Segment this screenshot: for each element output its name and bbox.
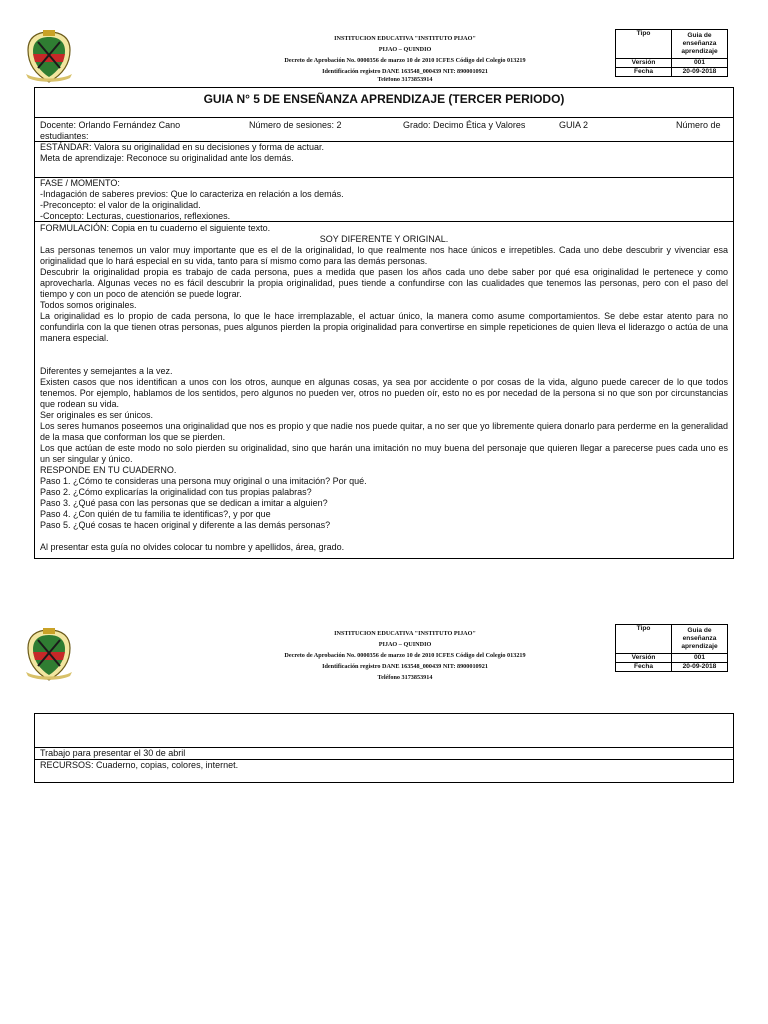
- students-label-b: estudiantes:: [40, 131, 89, 141]
- institution-info: [200, 628, 610, 683]
- reading-paragraph: La originalidad es lo propio de cada persona, lo que le hace irremplazable, el actuar único, la manera como asume comportamientos. Se debe estar atento para no confundirla con la que tienen otras personas, pues algunos pierden la propia originalidad para convertirse en simple repeticiones de quien lleva el liderazgo o actúa de una manera especial.: [40, 311, 728, 343]
- meta-fecha-value: 20-09-2018: [672, 68, 728, 77]
- formulation-section: [35, 223, 733, 559]
- meta-fecha-label: Fecha: [616, 663, 672, 672]
- phase-section: [35, 178, 733, 222]
- resources-row: RECURSOS: Cuaderno, copias, colores, internet.: [40, 760, 239, 770]
- closing-note: Al presentar esta guía no olvides colocar tu nombre y apellidos, área, grado.: [40, 542, 345, 552]
- phase-title: FASE / MOMENTO:: [40, 178, 120, 188]
- institution-name: INSTITUCION EDUCATIVA "INSTITUTO PIJAO": [334, 35, 476, 42]
- reading-paragraph: Descubrir la originalidad propia es trabajo de cada persona, pues a medida que pasen los años cada uno debe saber por qué esa originalidad le pertenece y como aprovecharla. Algunas veces no es fácil descubrir la propia originalidad, pues tiende a confundirse con las cualidades que tenemos las personas, pero con el paso del tiempo y con un poco de atención se puede lograr.: [40, 267, 728, 299]
- reading-paragraph: Los que actúan de este modo no solo pierden su originalidad, sino que harán una imitación no muy buena del personaje que quieren llegar a parecerse pues cada uno es un ser singular y único.: [40, 443, 728, 464]
- guide-number: GUIA 2: [559, 120, 589, 130]
- institution-name: INSTITUCION EDUCATIVA "INSTITUTO PIJAO": [334, 630, 476, 637]
- phase-item: -Indagación de saberes previos: Que lo caracteriza en relación a los demás.: [40, 189, 344, 199]
- institution-phone: Teléfono 3173853914: [377, 77, 433, 83]
- meta-fecha-value: 20-09-2018: [672, 663, 728, 672]
- reading-title: SOY DIFERENTE Y ORIGINAL.: [319, 234, 449, 244]
- reading-paragraph: Los seres humanos poseemos una originalidad que nos es propio y que nadie nos puede quitar, a no ser que yo libremente quiera donarlo para perderme en la generalidad de la masa que conforman los que se pierden.: [40, 421, 728, 442]
- school-crest-icon: [24, 626, 74, 682]
- grade-subject: Grado: Decimo Ética y Valores: [403, 120, 526, 130]
- dane-identification: Identificación registro DANE 163548_000439 NIT: 8900010921: [322, 663, 488, 670]
- teacher-name: Docente: Orlando Fernández Cano: [40, 120, 181, 130]
- guide-title: GUIA N° 5 DE ENSEÑANZA APRENDIZAJE (TERCER PERIODO): [35, 88, 733, 118]
- guide-info-row: [35, 120, 733, 142]
- phase-item: -Concepto: Lecturas, cuestionarios, reflexiones.: [40, 211, 231, 221]
- reading-subheading: Ser originales es ser únicos.: [40, 410, 154, 420]
- dane-identification: Identificación registro DANE 163548_000439 NIT: 8900010921: [322, 68, 488, 75]
- meta-tipo-value: Guia de enseñanza aprendizaje: [672, 30, 728, 59]
- approval-decree: Decreto de Aprobación No. 0000356 de marzo 10 de 2010 ICFES Código del Colegio 013219: [284, 57, 526, 64]
- meta-tipo-label: Tipo: [616, 30, 672, 59]
- meta-tipo-value: Guia de enseñanza aprendizaje: [672, 625, 728, 654]
- reading-subheading: Diferentes y semejantes a la vez.: [40, 366, 173, 376]
- respond-heading: RESPONDE EN TU CUADERNO.: [40, 465, 177, 475]
- standard-section: [35, 142, 733, 178]
- approval-decree: Decreto de Aprobación No. 0000356 de marzo 10 de 2010 ICFES Código del Colegio 013219: [284, 652, 526, 659]
- phase-item: -Preconcepto: el valor de la originalidad.: [40, 200, 201, 210]
- meta-tipo-label: Tipo: [616, 625, 672, 654]
- students-label-a: Número de: [676, 120, 721, 130]
- school-crest-icon: [24, 28, 74, 84]
- reading-paragraph: Las personas tenemos un valor muy importante que es el de la originalidad, lo que realmente nos hace únicos e irrepetibles. Cada uno debe descubrir y vivenciar esa originalidad que lo hará especial en su vida, tanto para sí mismo como para las demás personas.: [40, 245, 728, 266]
- meta-version-value: 001: [672, 59, 728, 68]
- resources-box: [34, 713, 734, 783]
- question-item: Paso 2. ¿Cómo explicarías la originalidad con tus propias palabras?: [40, 487, 312, 497]
- formulation-instruction: FORMULACIÓN: Copia en tu cuaderno el siguiente texto.: [40, 223, 271, 233]
- blank-cell: [35, 714, 733, 748]
- institution-location: PIJAO – QUINDIO: [378, 46, 432, 53]
- document-meta-table: [615, 624, 728, 672]
- meta-version-label: Versión: [616, 59, 672, 68]
- question-item: Paso 1. ¿Cómo te consideras una persona muy original o una imitación? Por qué.: [40, 476, 367, 486]
- document-meta-table: [615, 29, 728, 77]
- institution-phone: Teléfono 3173853914: [377, 674, 433, 681]
- learning-goal: Meta de aprendizaje: Reconoce su originalidad ante los demás.: [40, 153, 294, 163]
- institution-location: PIJAO – QUINDIO: [378, 641, 432, 648]
- guide-box: [34, 87, 734, 559]
- meta-version-value: 001: [672, 654, 728, 663]
- question-item: Paso 4. ¿Con quién de tu familia te identificas?, y por que: [40, 509, 271, 519]
- standard-text: ESTÁNDAR: Valora su originalidad en su decisiones y forma de actuar.: [40, 142, 324, 152]
- question-item: Paso 3. ¿Qué pasa con las personas que se dedican a imitar a alguien?: [40, 498, 328, 508]
- reading-paragraph: Existen casos que nos identifican a unos con los otros, aunque en algunas cosas, ya sea por accidente o por cosas de la vida, alguno puede carecer de lo que todos tenemos. Por ejemplo, hablamos de los sentidos, pero algunos no pueden ver, otros no pueden oír, esto no es por necedad de la persona si no que son por circunstancias que rodean su vida.: [40, 377, 728, 409]
- question-item: Paso 5. ¿Qué cosas te hacen original y diferente a las demás personas?: [40, 520, 331, 530]
- reading-subheading: Todos somos originales.: [40, 300, 137, 310]
- sessions-count: Número de sesiones: 2: [249, 120, 342, 130]
- page-header-second: [0, 596, 768, 681]
- institution-info: [200, 33, 610, 83]
- due-date-row: Trabajo para presentar el 30 de abril: [35, 748, 733, 760]
- meta-fecha-label: Fecha: [616, 68, 672, 77]
- page-header: [0, 0, 768, 83]
- meta-version-label: Versión: [616, 654, 672, 663]
